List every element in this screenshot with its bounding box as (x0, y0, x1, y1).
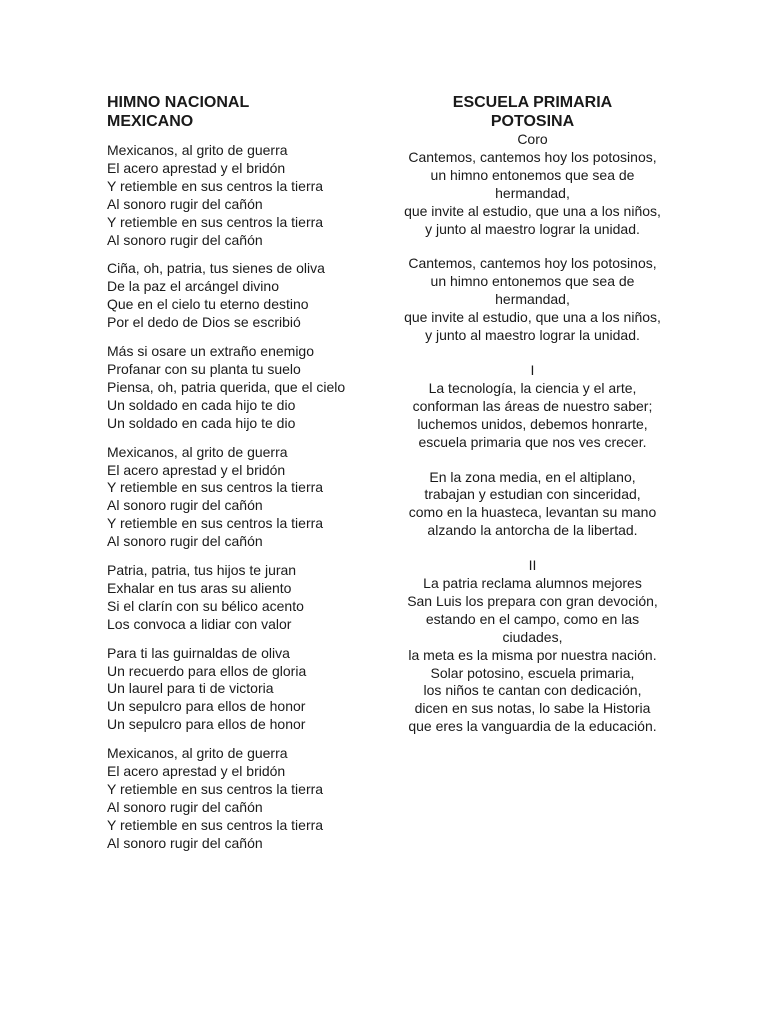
hymn-national-line: Un soldado en cada hijo te dio (107, 396, 296, 413)
school-hymn-line: Solar potosino, escuela primaria, (430, 664, 635, 681)
hymn-national-stanza (107, 745, 357, 852)
hymn-national-line: Y retiemble en sus centros la tierra (107, 816, 324, 833)
school-hymn-line: escuela primaria que nos ves crecer. (418, 433, 647, 450)
hymn-national-line: Y retiemble en sus centros la tierra (107, 177, 324, 194)
school-hymn-line: Cantemos, cantemos hoy los potosinos, (408, 148, 657, 165)
hymn-national-line: Un sepulcro para ellos de honor (107, 716, 306, 733)
hymn-national-line: Al sonoro rugir del cañón (107, 231, 263, 248)
hymn-national-line: Más si osare un extraño enemigo (107, 343, 314, 360)
school-hymn-stanzas (400, 131, 665, 736)
hymn-national-line: Y retiemble en sus centros la tierra (107, 515, 324, 532)
school-hymn-title-line-2: POTOSINA (490, 113, 575, 130)
school-hymn-line: que eres la vanguardia de la educación. (408, 718, 657, 735)
school-hymn-line: y junto al maestro lograr la unidad. (425, 220, 640, 237)
hymn-national-line: El acero aprestad y el bridón (107, 763, 286, 780)
school-hymn-line: que invite al estudio, que una a los niños, (404, 309, 661, 326)
school-hymn-line: dicen en sus notas, lo sabe la Historia (414, 700, 651, 717)
hymn-national-line: Mexicanos, al grito de guerra (107, 142, 288, 158)
school-hymn-line: la meta es la misma por nuestra nación. (408, 646, 657, 663)
school-hymn-line: estando en el campo, como en las ciudades, (425, 610, 640, 645)
hymn-national-line: Al sonoro rugir del cañón (107, 195, 263, 212)
school-hymn-line: los niños te cantan con dedicación, (423, 682, 642, 699)
hymn-national-title-line-2: MEXICANO (107, 113, 194, 130)
school-hymn-line: y junto al maestro lograr la unidad. (425, 327, 640, 344)
hymn-national-line: Piensa, oh, patria querida, que el cielo (107, 378, 346, 395)
school-hymn-column (400, 93, 665, 753)
school-hymn-line: conforman las áreas de nuestro saber; (412, 397, 653, 414)
hymn-national-line: Un recuerdo para ellos de gloria (107, 662, 307, 679)
school-hymn-line: En la zona media, en el altiplano, (429, 468, 636, 485)
hymn-national-stanza (107, 444, 357, 551)
hymn-national-line: Profanar con su planta tu suelo (107, 360, 301, 377)
hymn-national-line: Y retiemble en sus centros la tierra (107, 479, 324, 496)
hymn-national-title-line-1: HIMNO NACIONAL (107, 94, 250, 111)
hymn-national-line: Para ti las guirnaldas de oliva (107, 644, 290, 661)
hymn-national-title (107, 93, 357, 131)
school-hymn-line: Coro (517, 131, 548, 147)
school-hymn-stanza (400, 557, 665, 736)
hymn-national-stanzas (107, 142, 357, 853)
hymn-national-line: Por el dedo de Dios se escribió (107, 314, 301, 331)
school-hymn-title (400, 93, 665, 131)
school-hymn-line: alzando la antorcha de la libertad. (427, 522, 638, 539)
hymn-national-line: Mexicanos, al grito de guerra (107, 745, 288, 762)
hymn-national-stanza (107, 645, 357, 735)
school-hymn-line: trabajan y estudian con sinceridad, (424, 486, 641, 503)
hymn-national-line: El acero aprestad y el bridón (107, 159, 286, 176)
hymn-national-line: Y retiemble en sus centros la tierra (107, 781, 324, 797)
hymn-national-stanza (107, 260, 357, 332)
hymn-national-line: El acero aprestad y el bridón (107, 461, 286, 478)
school-hymn-line: La tecnología, la ciencia y el arte, (428, 379, 637, 396)
school-hymn-line: La patria reclama alumnos mejores (423, 575, 642, 592)
hymn-national-column (107, 93, 357, 864)
school-hymn-line: San Luis los prepara con gran devoción, (407, 592, 658, 609)
hymn-national-line: Si el clarín con su bélico acento (107, 597, 304, 614)
hymn-national-line: Al sonoro rugir del cañón (107, 834, 263, 851)
school-hymn-line: como en la huasteca, levantan su mano (408, 504, 657, 521)
school-hymn-line: luchemos unidos, debemos honrarte, (417, 415, 648, 432)
school-hymn-line: II (528, 557, 537, 574)
school-hymn-title-line-1: ESCUELA PRIMARIA (452, 94, 613, 111)
hymn-national-line: Ciña, oh, patria, tus sienes de oliva (107, 260, 325, 277)
hymn-national-stanza (107, 343, 357, 433)
school-hymn-stanza (400, 255, 665, 345)
hymn-national-line: Mexicanos, al grito de guerra (107, 443, 288, 460)
hymn-national-line: Al sonoro rugir del cañón (107, 497, 263, 514)
hymn-national-line: Y retiemble en sus centros la tierra (107, 213, 324, 230)
school-hymn-stanza (400, 469, 665, 541)
school-hymn-line: Cantemos, cantemos hoy los potosinos, (408, 255, 657, 272)
school-hymn-line: un himno entonemos que sea de hermandad, (430, 273, 635, 308)
school-hymn-line: I (530, 361, 535, 378)
hymn-national-stanza (107, 142, 357, 249)
hymn-national-line: Exhalar en tus aras su aliento (107, 579, 292, 596)
hymn-national-line: Los convoca a lidiar con valor (107, 615, 292, 632)
hymn-national-stanza (107, 562, 357, 634)
hymn-national-line: De la paz el arcángel divino (107, 278, 279, 295)
hymn-national-line: Un laurel para ti de victoria (107, 680, 274, 697)
school-hymn-line: que invite al estudio, que una a los niños, (404, 202, 661, 219)
school-hymn-line: un himno entonemos que sea de hermandad, (430, 166, 635, 201)
hymn-national-line: Un sepulcro para ellos de honor (107, 698, 306, 715)
hymn-national-line: Al sonoro rugir del cañón (107, 798, 263, 815)
hymn-national-line: Un soldado en cada hijo te dio (107, 414, 296, 431)
hymn-national-line: Patria, patria, tus hijos te juran (107, 562, 297, 579)
school-hymn-stanza (400, 362, 665, 452)
hymn-national-line: Que en el cielo tu eterno destino (107, 296, 309, 313)
hymn-national-line: Al sonoro rugir del cañón (107, 533, 263, 550)
school-hymn-stanza (400, 131, 665, 238)
